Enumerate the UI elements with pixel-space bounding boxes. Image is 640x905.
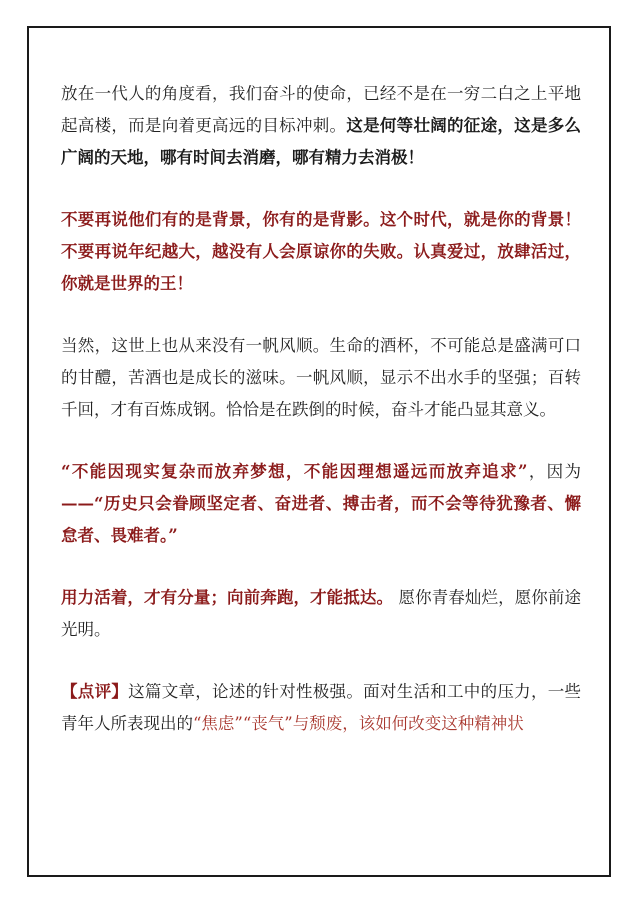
comment-label: 【点评】 (61, 682, 129, 701)
paragraph-5-normal: 愿你青春灿烂，愿你前途光明。 (61, 588, 582, 639)
comment-text-2: “焦虑”“丧气”与颓废，该如何改变这种精神状 (193, 714, 524, 733)
paragraph-5 (61, 582, 581, 646)
paragraph-4-quote-2: ——“历史只会眷顾坚定者、奋进者、搏击者，而不会等待犹豫者、懈怠者、畏难者。” (61, 494, 581, 545)
paragraph-1 (61, 78, 581, 174)
paragraph-4 (61, 456, 581, 552)
comment-text-1: 这篇文章，论述的针对性极强。面对生活和工中的压力，一些青年人所表现出的 (61, 682, 582, 733)
article-body (61, 78, 581, 740)
paragraph-5-bold: 用力活着，才有分量；向前奔跑，才能抵达。 (61, 588, 394, 607)
paragraph-1-bold: 这是何等壮阔的征途，这是多么广阔的天地，哪有时间去消磨，哪有精力去消极！ (61, 116, 582, 167)
paragraph-2: 不要再说他们有的是背景，你有的是背影。这个时代，就是你的背景！不要再说年纪越大，越没有人会原谅你的失败。认真爱过，放肆活过，你就是世界的王！ (61, 210, 581, 293)
paragraph-1-normal: 放在一代人的角度看，我们奋斗的使命，已经不是在一穷二白之上平地起高楼，而是向着更高远的目标冲刺。 (61, 84, 581, 135)
paragraph-6-comment (61, 676, 581, 740)
paragraph-3: 当然，这世上也从来没有一帆风顺。生命的酒杯，不可能总是盛满可口的甘醴，苦酒也是成长的滋味。一帆风顺，显示不出水手的坚强；百转千回，才有百炼成钢。恰恰是在跌倒的时候，奋斗才能凸显其意义。 (61, 336, 581, 419)
paragraph-4-middle: ，因为 (527, 462, 582, 481)
paragraph-4-quote-1: “不能因现实复杂而放弃梦想，不能因理想遥远而放弃追求” (61, 462, 528, 481)
